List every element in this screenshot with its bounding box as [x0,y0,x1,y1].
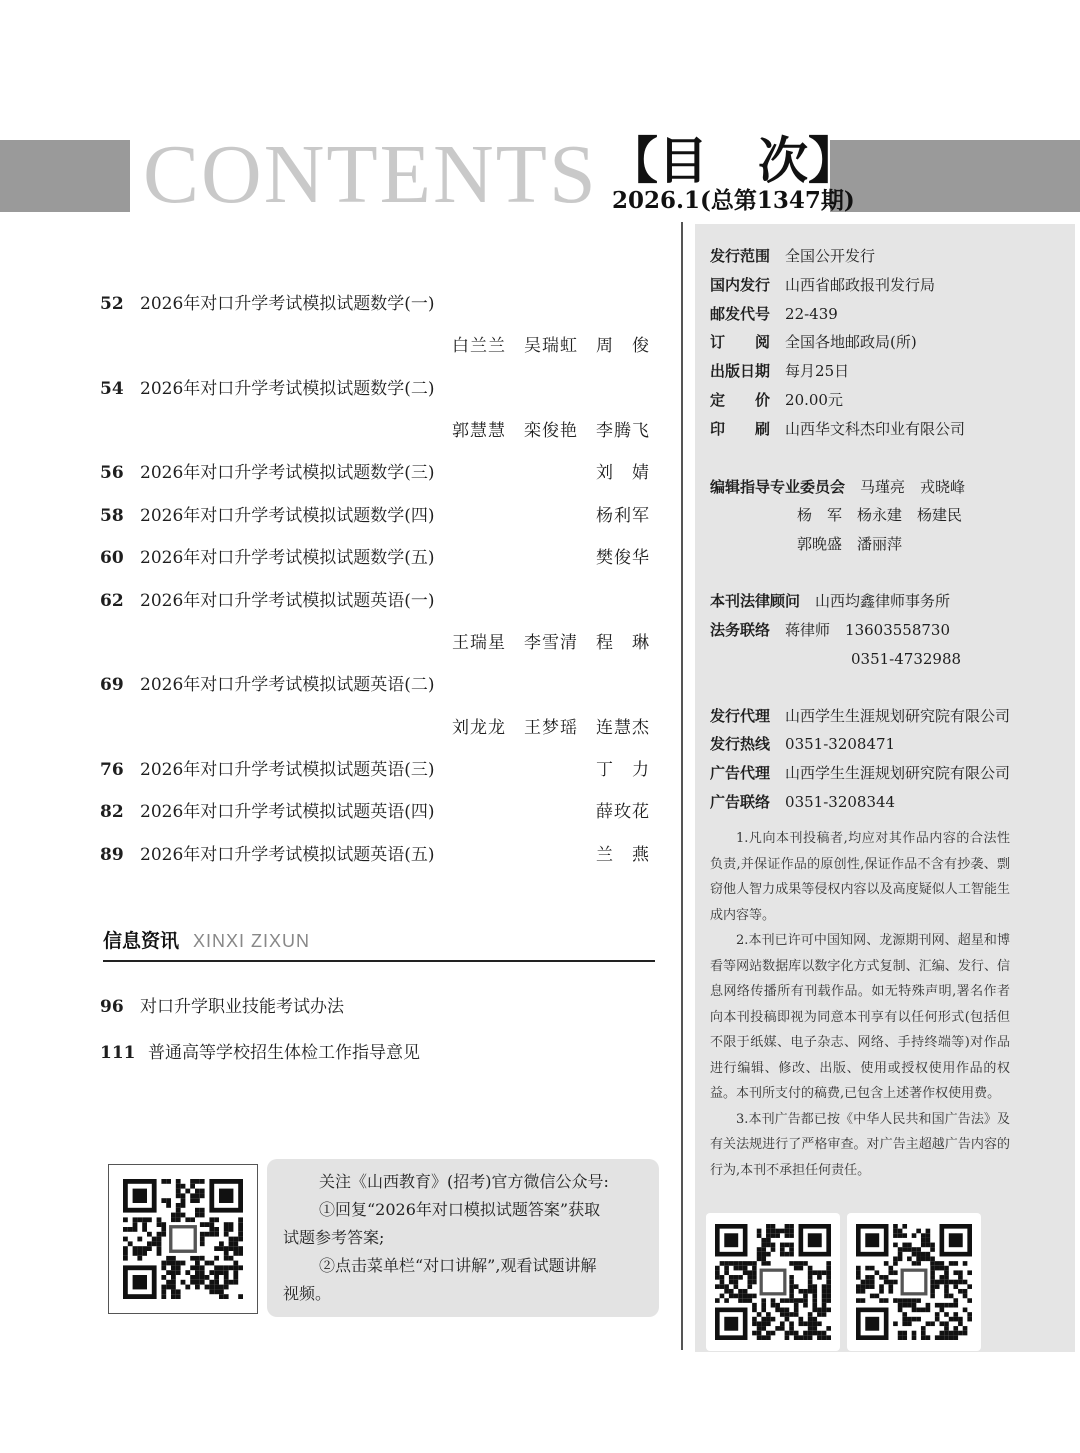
toc-entry[interactable] [100,374,650,404]
masthead-key: 定 价 [710,391,771,409]
toc-authors: 刘龙龙 王梦瑶 连慧杰 [452,718,650,738]
toc-title: 2026年对口升学考试模拟试题数学(五) [140,548,435,568]
toc-page-number: 60 [100,548,124,568]
toc-page-number: 52 [100,294,124,314]
sidebar-qr-code[interactable] [847,1213,981,1351]
toc-entry[interactable] [100,840,650,870]
masthead-row [710,332,917,352]
committee-key: 编辑指导专业委员会 [710,478,846,496]
committee-members: 郭晚盛 潘丽萍 [797,535,903,553]
news-page-number: 111 [100,1043,136,1063]
agency-value: 0351-3208344 [785,793,896,811]
toc-title: 2026年对口升学考试模拟试题英语(三) [140,760,435,780]
notice-line: 试题参考答案; [283,1228,385,1247]
masthead-key: 印 刷 [710,420,771,438]
notice-line: 视频。 [283,1284,332,1303]
news-title: 对口升学职业技能考试办法 [140,997,344,1017]
column-divider [681,222,683,1350]
statement-paragraph: 2.本刊已许可中国知网、龙源期刊网、超星和博看等网站数据库以数字化方式复制、汇编、发行、信息网络传播所有刊载作品。如无特殊声明,署名作者向本刊投稿即视为同意本刊享有以任何形式(包括但不限于纸媒、电子杂志、网络、手持终端等)对作品进行编辑、修改、出版、使用或授权使用作品的权益。本刊所支付的稿费,已包含上述著作权使用费。 [710,933,1010,1101]
toc-author: 薛玫花 [596,802,650,822]
statement-paragraph: 3.本刊广告都已按《中华人民共和国广告法》及有关法规进行了严格审查。对广告主超越广告内容的行为,本刊不承担任何责任。 [710,1111,1010,1178]
agency-value: 山西学生生涯规划研究院有限公司 [785,764,1011,782]
toc-authors: 白兰兰 吴瑞虹 周 俊 [452,336,650,356]
toc-entry[interactable] [100,797,650,827]
masthead-value: 山西省邮政报刊发行局 [785,276,936,294]
masthead-key: 订 阅 [710,333,771,351]
masthead-value: 山西华文科杰印业有限公司 [785,420,966,438]
toc-entry[interactable] [100,543,650,573]
masthead-row [710,246,875,266]
masthead-row [710,361,849,381]
toc-page-number: 62 [100,591,124,611]
masthead-row [710,390,843,410]
section-divider [103,960,655,962]
header-band-left [0,140,130,212]
toc-title: 2026年对口升学考试模拟试题数学(四) [140,506,435,526]
toc-entry[interactable] [100,670,650,700]
committee-members: 马瑾亮 戎晓峰 [860,478,966,496]
qr-code-icon [715,1224,831,1340]
masthead-value: 20.00元 [785,391,843,409]
legal-contact-value: 蒋律师 13603558730 [785,621,951,639]
qr-code-icon [123,1179,243,1299]
section-title: 信息资讯 [103,930,180,952]
agency-key: 广告代理 [710,764,771,782]
copyright-statements [710,826,1010,1183]
masthead-value: 每月25日 [785,362,850,380]
agency-row [710,706,1010,726]
committee-members: 杨 军 杨永建 杨建民 [797,506,963,524]
toc-author: 杨利军 [596,506,650,526]
agency-row [710,792,895,812]
legal-counsel-value: 山西均鑫律师事务所 [815,592,951,610]
section-heading [103,926,310,956]
toc-title: 2026年对口升学考试模拟试题英语(五) [140,845,435,865]
toc-entry[interactable] [100,501,650,531]
news-entry[interactable] [100,992,344,1022]
toc-entry[interactable] [100,458,650,488]
masthead-row [710,275,935,295]
masthead-key: 国内发行 [710,276,771,294]
masthead-value: 22-439 [785,305,838,323]
toc-page-number: 89 [100,845,124,865]
wechat-qr-code[interactable] [108,1164,258,1314]
agency-row [710,734,895,754]
masthead-row [710,304,838,324]
toc-title: 2026年对口升学考试模拟试题数学(二) [140,379,435,399]
legal-counsel-row [710,591,950,611]
legal-contact-row [710,620,950,640]
toc-title: 2026年对口升学考试模拟试题英语(一) [140,591,435,611]
toc-author: 樊俊华 [596,548,650,568]
contents-heading: CONTENTS [143,128,598,221]
toc-page-number: 54 [100,379,124,399]
agency-key: 发行热线 [710,735,771,753]
masthead-row [710,419,965,439]
toc-entry[interactable] [100,289,650,319]
wechat-notice-panel [267,1159,659,1317]
toc-page-number: 58 [100,506,124,526]
legal-counsel-key: 本刊法律顾问 [710,592,801,610]
notice-line: 关注《山西教育》(招考)官方微信公众号: [319,1172,609,1191]
agency-key: 发行代理 [710,707,771,725]
notice-line: ①回复“2026年对口模拟试题答案”获取 [319,1200,601,1219]
agency-row [710,763,1010,783]
toc-page-number: 82 [100,802,124,822]
masthead-value: 全国各地邮政局(所) [785,333,917,351]
legal-contact-key: 法务联络 [710,621,771,639]
qr-code-icon [856,1224,972,1340]
header-band-right [830,140,1080,212]
masthead-key: 出版日期 [710,362,771,380]
masthead-key: 发行范围 [710,247,771,265]
toc-entry[interactable] [100,755,650,785]
agency-value: 山西学生生涯规划研究院有限公司 [785,707,1011,725]
toc-author: 兰 燕 [596,845,650,865]
toc-title: 2026年对口升学考试模拟试题英语(四) [140,802,435,822]
toc-page-number: 56 [100,463,124,483]
section-subtitle: XINXI ZIXUN [193,931,311,951]
toc-authors: 郭慧慧 栾俊艳 李腾飞 [452,421,650,441]
committee-row [710,477,965,497]
toc-author: 丁 力 [596,760,650,780]
mulu-heading: 【目 次】 [608,131,858,190]
news-entry[interactable] [100,1038,420,1068]
news-title: 普通高等学校招生体检工作指导意见 [148,1043,420,1063]
toc-entry[interactable] [100,586,650,616]
toc-page-number: 69 [100,675,124,695]
notice-line: ②点击菜单栏“对口讲解”,观看试题讲解 [319,1256,597,1275]
agency-value: 0351-3208471 [785,735,896,753]
toc-title: 2026年对口升学考试模拟试题英语(二) [140,675,435,695]
toc-title: 2026年对口升学考试模拟试题数学(一) [140,294,435,314]
statement-paragraph: 1.凡向本刊投稿者,均应对其作品内容的合法性负责,并保证作品的原创性,保证作品不含有抄袭、剽窃他人智力成果等侵权内容以及高度疑似人工智能生成内容等。 [710,831,1010,923]
sidebar-qr-code[interactable] [706,1213,840,1351]
issue-number: 2026.1(总第1347期) [612,187,855,214]
agency-key: 广告联络 [710,793,771,811]
toc-authors: 王瑞星 李雪清 程 琳 [452,633,650,653]
masthead-value: 全国公开发行 [785,247,876,265]
toc-author: 刘 婧 [596,463,650,483]
toc-title: 2026年对口升学考试模拟试题数学(三) [140,463,435,483]
legal-contact-phone: 0351-4732988 [851,650,962,668]
masthead-key: 邮发代号 [710,305,771,323]
news-page-number: 96 [100,997,124,1017]
toc-page-number: 76 [100,760,124,780]
